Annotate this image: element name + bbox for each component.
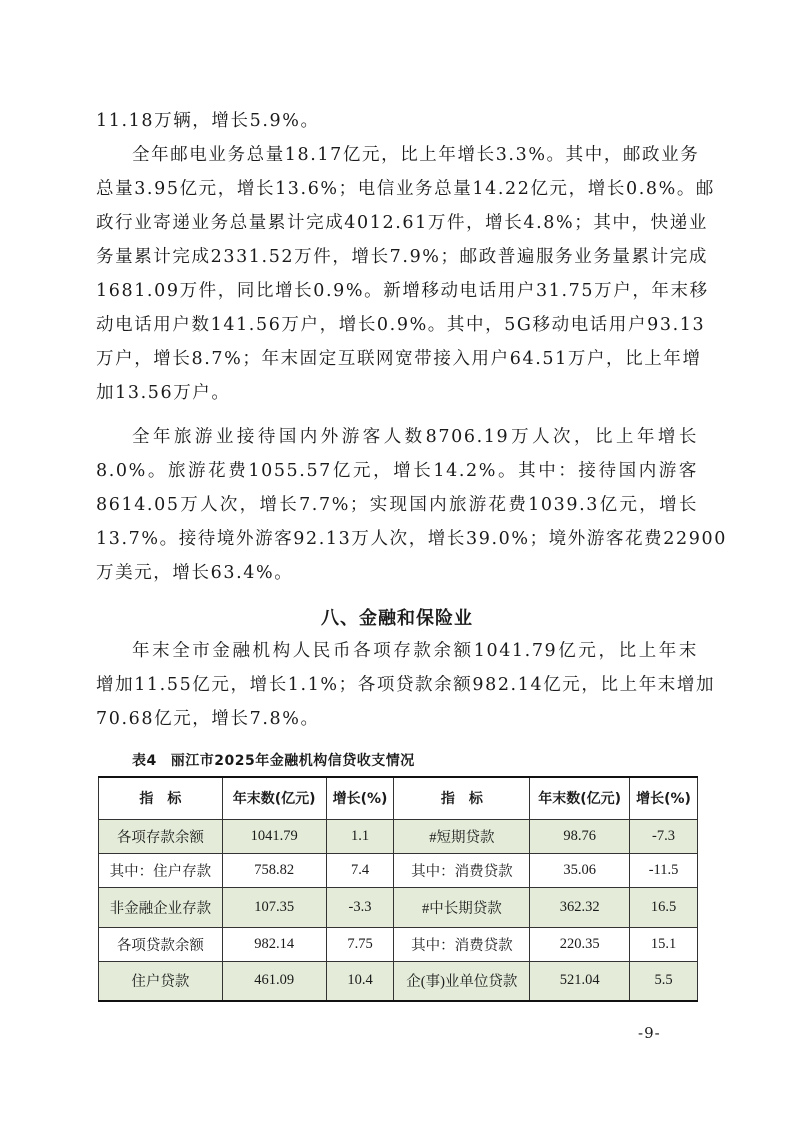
text-line: 万户，增长8.7%；年末固定互联网宽带接入用户64.51万户，比上年增 (96, 349, 702, 369)
text-line: 加13.56万户。 (96, 383, 231, 403)
header-cell: 增长(%) (630, 777, 698, 819)
table-cell: 758.82 (222, 853, 326, 887)
table-cell: 各项存款余额 (99, 819, 223, 853)
table-cell: 35.06 (530, 853, 630, 887)
header-cell: 年末数(亿元) (530, 777, 630, 819)
table-cell: 15.1 (630, 927, 698, 961)
text-line: 全年旅游业接待国内外游客人数8706.19万人次，比上年增长 (132, 427, 698, 447)
text-line: 13.7%。接待境外游客92.13万人次，增长39.0%；境外游客花费22900 (96, 529, 727, 549)
text-line: 务量累计完成2331.52万件，增长7.9%；邮政普遍服务业务量累计完成 (96, 247, 708, 267)
text-line: 万美元，增长63.4%。 (96, 563, 294, 583)
page-number: -9- (638, 1024, 661, 1042)
table-cell: -3.3 (326, 887, 394, 927)
table-cell: 98.76 (530, 819, 630, 853)
table-cell: #中长期贷款 (394, 887, 530, 927)
text-line: 增加11.55亿元，增长1.1%；各项贷款余额982.14亿元，比上年末增加 (96, 675, 716, 695)
table-cell: 10.4 (326, 961, 394, 1001)
text-line: 动电话用户数141.56万户，增长0.9%。其中，5G移动电话用户93.13 (96, 315, 706, 335)
table-number: 表4 (132, 753, 157, 769)
table-cell: 521.04 (530, 961, 630, 1001)
header-cell: 增长(%) (326, 777, 394, 819)
table-cell: #短期贷款 (394, 819, 530, 853)
text-line: 11.18万辆，增长5.9%。 (96, 111, 320, 131)
table-cell: 7.75 (326, 927, 394, 961)
table-cell: 非金融企业存款 (99, 887, 223, 927)
table-cell: 982.14 (222, 927, 326, 961)
table-row (99, 887, 698, 927)
header-cell: 指 标 (99, 777, 223, 819)
table-title: 丽江市2025年金融机构信贷收支情况 (170, 753, 415, 769)
text-line: 总量3.95亿元，增长13.6%；电信业务总量14.22亿元，增长0.8%。邮 (96, 179, 716, 199)
table-cell: -7.3 (630, 819, 698, 853)
table-cell: 住户贷款 (99, 961, 223, 1001)
text-line: 8614.05万人次，增长7.7%；实现国内旅游花费1039.3亿元，增长 (96, 495, 698, 515)
paragraph-postal-telecom (96, 138, 716, 410)
text-line: 政行业寄递业务总量累计完成4012.61万件，增长4.8%；其中，快递业 (96, 213, 708, 233)
table-cell: 461.09 (222, 961, 326, 1001)
table-row (99, 961, 698, 1001)
table-cell: 1.1 (326, 819, 394, 853)
text-line: 全年邮电业务总量18.17亿元，比上年增长3.3%。其中，邮政业务 (132, 145, 700, 165)
table-cell: 362.32 (530, 887, 630, 927)
table-cell: 企(事)业单位贷款 (394, 961, 530, 1001)
table-cell: -11.5 (630, 853, 698, 887)
table-cell: 各项贷款余额 (99, 927, 223, 961)
table-caption (132, 750, 429, 770)
header-cell: 指 标 (394, 777, 530, 819)
section-heading: 八、金融和保险业 (321, 608, 473, 629)
paragraph-finance (96, 634, 716, 736)
table-cell: 107.35 (222, 887, 326, 927)
table-cell: 其中：住户存款 (99, 853, 223, 887)
table-cell: 其中：消费贷款 (394, 853, 530, 887)
text-line: 8.0%。旅游花费1055.57亿元，增长14.2%。其中：接待国内游客 (96, 461, 698, 481)
paragraph-vehicles-tail (96, 104, 698, 138)
table-cell: 5.5 (630, 961, 698, 1001)
text-line: 1681.09万件，同比增长0.9%。新增移动电话用户31.75万户，年末移 (96, 281, 709, 301)
text-line: 年末全市金融机构人民币各项存款余额1041.79亿元，比上年末 (132, 641, 698, 661)
table-row (99, 819, 698, 853)
text-line: 70.68亿元，增长7.8%。 (96, 709, 320, 729)
table-row (99, 927, 698, 961)
table-cell: 220.35 (530, 927, 630, 961)
table-cell: 1041.79 (222, 819, 326, 853)
paragraph-tourism (96, 420, 727, 590)
table-cell: 7.4 (326, 853, 394, 887)
table-header-row (99, 777, 698, 819)
table-cell: 其中：消费贷款 (394, 927, 530, 961)
header-cell: 年末数(亿元) (222, 777, 326, 819)
table-cell: 16.5 (630, 887, 698, 927)
finance-table (98, 776, 698, 1002)
table-row (99, 853, 698, 887)
